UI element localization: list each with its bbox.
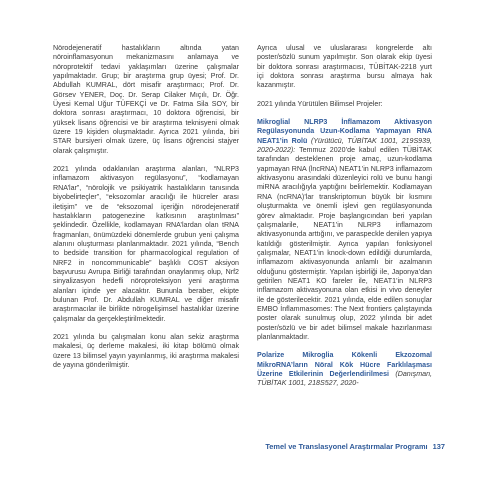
project-1-body: Temmuz 2020’de kabul edilen TÜBİTAK tarafından desteklenen proje amaç, uzun-kodlama yapmayan RNA (lncRNA) NEAT1’in NLRP3 inflamazom aktivasyonu arasındaki düzenleyici rolü ve bunu hangi miRNA aracılığıyla yaptığını belirlemektir. Kodlamayan RNA (ncRNA)’lar transkriptomun büyük bir kısmını oluşturmakta ve önemli işlevi gen regülasyonunda görev almaktadır. Proje başlangıcından beri yapılan çalışmalarile, NEAT1’in NLRP3 inflamazom aktivasyonunda arttığını, ve paraspeckle denilen yapıya katıldığı gösterilmiştir. Ayrıca yapılan fonksiyonel çalışmalar, NEAT1’in knock-down edildiği durumlarda, inflamazom aktivasyonunda anlamlı bir azalmanın olduğunu göstermiştir. Yapılan işbirliği ile, Japonya’dan getirilen NEAT1 KO fareler ile, NEAT1’in NLRP3 inflamazom aktivasyonuna olan etkisi in vivo deneyler ile de gösterilecektir. 2021 yılında, elde edilen sonuçlar EMBO İnflammasomes: The Next frontiers çalıştayında poster olarak sunulmuş olup, 2022 yılında bir adet poster/sözlü ve bir adet bilimsel makale hazırlanması planlanmaktadır.: [257, 146, 432, 341]
project-2-meta: (Danışman, TÜBİTAK 1001, 218S527, 2020-: [257, 370, 432, 388]
right-column: [257, 44, 432, 391]
project-2: [257, 351, 432, 388]
page-footer: [265, 442, 445, 451]
project-1-meta: (Yürütücü, TÜBİTAK 1001, 219S939, 2020-2022):: [257, 136, 432, 155]
footer-title: Temel ve Translasyonel Araştırmalar Programı: [265, 442, 428, 451]
project-1: [257, 118, 432, 342]
projects-heading: 2021 yılında Yürütülen Bilimsel Projeler:: [257, 99, 383, 108]
project-2-title: Polarize Mikroglia Kökenli Ekzozomal MikroRNA’ların Nöral Kök Hücre Farklılaşması Üzerine Etkilerinin Değerlendirilmesi: [257, 351, 432, 378]
page-number: 137: [432, 442, 445, 451]
paragraph-intro: Nörodejeneratif hastalıkların altında yatan nöroinflamasyonun mekanizmasını anlamaya ve nöroprotektif tedavi yaklaşımları üzerine çalışmalar yapılmaktadır. Grup; bir araştırma grup üyesi; Prof. Dr. Abdullah KUMRAL, dört misafir araştırmacı; Prof. Dr. Görsev YENER, Doç. Dr. Serap Cilaker Mıçılı, Dr. Öğr. Üyesi Kemal Uğur TÜFEKÇİ ve Dr. Fatma Sila SOY, bir doktora sonrası araştırmacı, 10 doktora öğrencisi, bir yüksek lisans öğrencisi ve bir araştırma teknisyeni olmak üzere 19 kişiden oluşmaktadır. Ayrıca 2021 yılında, biri STAR bursiyeri olmak üzere, üç lisans öğrencisi stajyer olarak çalışmıştır.: [53, 44, 239, 155]
paragraph-presentations: Ayrıca ulusal ve uluslararası kongrelerde altı poster/sözlü sunum yapılmıştır. Son olarak ekip üyesi bir doktora sonrası araştırmacısı, TÜBİTAK-2218 yurt içi doktora sonrası araştırma bursu almaya hak kazanmıştır.: [257, 44, 432, 90]
paragraph-publications: 2021 yılında bu çalışmaları konu alan sekiz araştırma makalesi, üç derleme makalesi, iki kitap bölümü olmak üzere 13 bilimsel yayın yayınlanmış, iki araştırma makalesi de yayına gönderilmiştir.: [53, 332, 239, 369]
project-1-title: Mikroglial NLRP3 İnflamazom Aktivasyon Regülasyonunda Uzun-Kodlama Yapmayan RNA NEAT1’in Rolü: [257, 118, 432, 145]
left-column: [53, 44, 239, 379]
paragraph-research-areas: 2021 yılında odaklanılan araştırma alanları, “NLRP3 inflamazom aktivasyon regülasyonu”, “kodlamayan RNA’lar”, “nörolojik ve psikiyatrik hastalıkların tanısında biyobelirteçler”, “eksozomlar aracılığı ile hücreler arası iletişim” ve de “eksozomal içeriğin nörodejeneratif hastalıkların patogenezine katkısının araştırılması” şeklindedir. Özellikle, kodlamayan RNA’lardan olan tRNA fragmanları, önümüzdeki dönemlerde grubun yeni çalışma alanını oluşturması planlanmaktadır. 2021 yılında, “Bench to bedside transition for pharmacological regulation of NRF2 in noncommunicable” başlıklı COST aksiyon başvurusu Avrupa Birliği tarafından onaylanmış olup, Nrf2 sinyalizasyon hedefli nöroproteksiyon yeni araştırma alanları içinde yer alacaktır. Bununla beraber, ekipte bulunan Prof. Dr. Abdullah KUMRAL ve diğer misafir araştırmacılar ile birlikte nörogelişimsel hastalıklar üzerine çalışmalar da gerçekleştirilmektedir.: [53, 165, 239, 323]
